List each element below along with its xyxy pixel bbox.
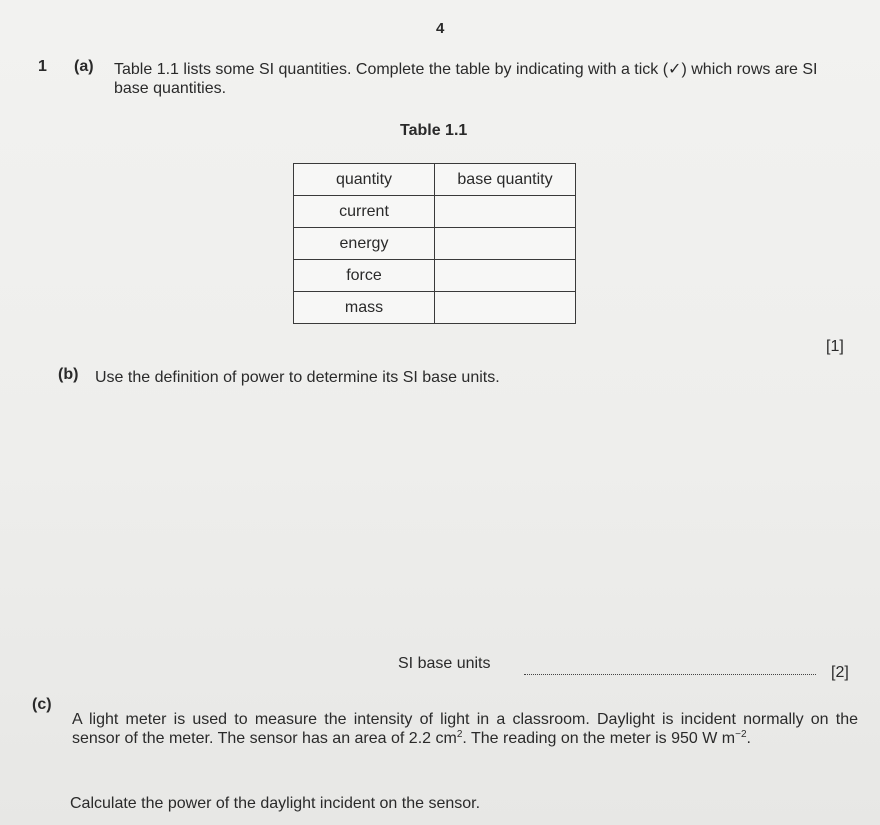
base-quantity-tick-cell[interactable] xyxy=(435,228,576,260)
quantity-cell: energy xyxy=(294,228,435,260)
part-c-instruction: Calculate the power of the daylight incident on the sensor. xyxy=(70,795,481,812)
area-value: 2.2 cm xyxy=(408,730,457,747)
si-base-units-label: SI base units xyxy=(398,655,491,672)
quantity-cell: current xyxy=(294,196,435,228)
part-a-label: (a) xyxy=(74,58,94,75)
table-header-row xyxy=(294,164,576,196)
si-quantities-table xyxy=(293,163,576,324)
quantity-cell: mass xyxy=(294,292,435,324)
part-a-marks: [1] xyxy=(826,338,844,355)
table-row xyxy=(294,260,576,292)
base-quantity-tick-cell[interactable] xyxy=(435,292,576,324)
table-row xyxy=(294,292,576,324)
quantity-cell: force xyxy=(294,260,435,292)
part-b-text: Use the definition of power to determine its SI base units. xyxy=(95,369,500,386)
area-exponent: 2 xyxy=(456,729,463,740)
table-row xyxy=(294,196,576,228)
si-base-units-answer-line[interactable] xyxy=(524,674,816,675)
part-c-text xyxy=(72,710,858,748)
table-caption: Table 1.1 xyxy=(400,122,468,139)
question-number: 1 xyxy=(38,58,47,75)
reading-exponent: −2 xyxy=(735,729,747,740)
part-c-text-2: . The reading on the meter is xyxy=(462,730,672,747)
part-c-label: (c) xyxy=(32,696,52,713)
part-b-marks: [2] xyxy=(831,664,849,681)
table-row xyxy=(294,228,576,260)
base-quantity-tick-cell[interactable] xyxy=(435,196,576,228)
part-b-label: (b) xyxy=(58,366,79,383)
header-quantity: quantity xyxy=(294,164,435,196)
part-c-text-1: A light meter is used to measure the intensity of light in a classroom. Daylight is incident normally on the sensor of the meter. The sensor has an area of xyxy=(72,711,858,747)
base-quantity-tick-cell[interactable] xyxy=(435,260,576,292)
part-c-text-3: . xyxy=(746,730,751,747)
page-number: 4 xyxy=(436,20,445,37)
header-base-quantity: base quantity xyxy=(435,164,576,196)
reading-value: 950 W m xyxy=(671,730,736,747)
part-a-text: Table 1.1 lists some SI quantities. Complete the table by indicating with a tick (✓) which rows are SI base quantities. xyxy=(114,61,818,97)
